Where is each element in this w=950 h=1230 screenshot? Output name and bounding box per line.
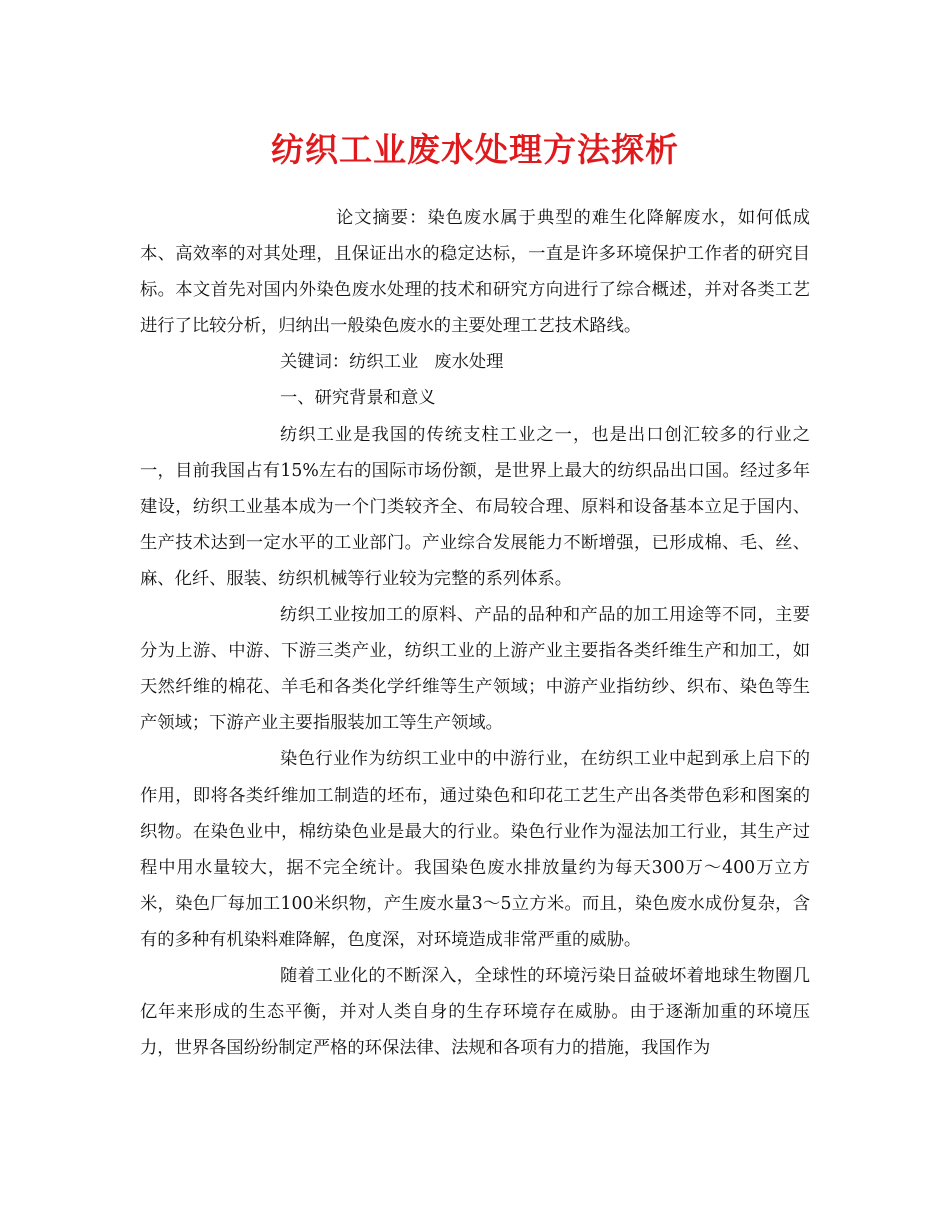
- keyword-item: 纺织工业: [349, 352, 419, 373]
- keywords-label: 关键词：: [280, 352, 350, 373]
- keyword-item: 废水处理: [434, 352, 504, 373]
- abstract-paragraph: 论文摘要：染色废水属于典型的难生化降解废水，如何低成本、高效率的对其处理，且保证出水的稳定达标，一直是许多环境保护工作者的研究目标。本文首先对国内外染色废水处理的技术和研究方向进行了综合概述，并对各类工艺进行了比较分析，归纳出一般染色废水的主要处理工艺技术路线。: [140, 208, 810, 337]
- section-heading: 一、研究背景和意义: [280, 388, 436, 409]
- document-title: 纺织工业废水处理方法探析: [271, 130, 679, 169]
- body-paragraph: 纺织工业按加工的原料、产品的品种和产品的加工用途等不同，主要分为上游、中游、下游三类产业，纺织工业的上游产业主要指各类纤维生产和加工，如天然纤维的棉花、羊毛和各类化学纤维等生产领域；中游产业指纺纱、织布、染色等生产领域；下游产业主要指服装加工等生产领域。: [140, 605, 810, 734]
- document-body: [140, 200, 810, 1066]
- body-paragraph: 染色行业作为纺织工业中的中游行业，在纺织工业中起到承上启下的作用，即将各类纤维加工制造的坯布，通过染色和印花工艺生产出各类带色彩和图案的织物。在染色业中，棉纺染色业是最大的行业。染色行业作为湿法加工行业，其生产过程中用水量较大，据不完全统计。我国染色废水排放量约为每天300万～400万立方米，染色厂每加工100米织物，产生废水量3～5立方米。而且，染色废水成份复杂，含有的多种有机染料难降解，色度深，对环境造成非常严重的威胁。: [140, 749, 810, 950]
- body-paragraph: 纺织工业是我国的传统支柱工业之一，也是出口创汇较多的行业之一，目前我国占有15%左右的国际市场份额，是世界上最大的纺织品出口国。经过多年建设，纺织工业基本成为一个门类较齐全、布局较合理、原料和设备基本立足于国内、生产技术达到一定水平的工业部门。产业综合发展能力不断增强，已形成棉、毛、丝、麻、化纤、服装、纺织机械等行业较为完整的系列体系。: [140, 424, 810, 589]
- keywords-line: [140, 344, 810, 380]
- body-paragraph: 随着工业化的不断深入，全球性的环境污染日益破坏着地球生物圈几亿年来形成的生态平衡，并对人类自身的生存环境存在威胁。由于逐渐加重的环境压力，世界各国纷纷制定严格的环保法律、法规和各项有力的措施，我国作为: [140, 965, 810, 1059]
